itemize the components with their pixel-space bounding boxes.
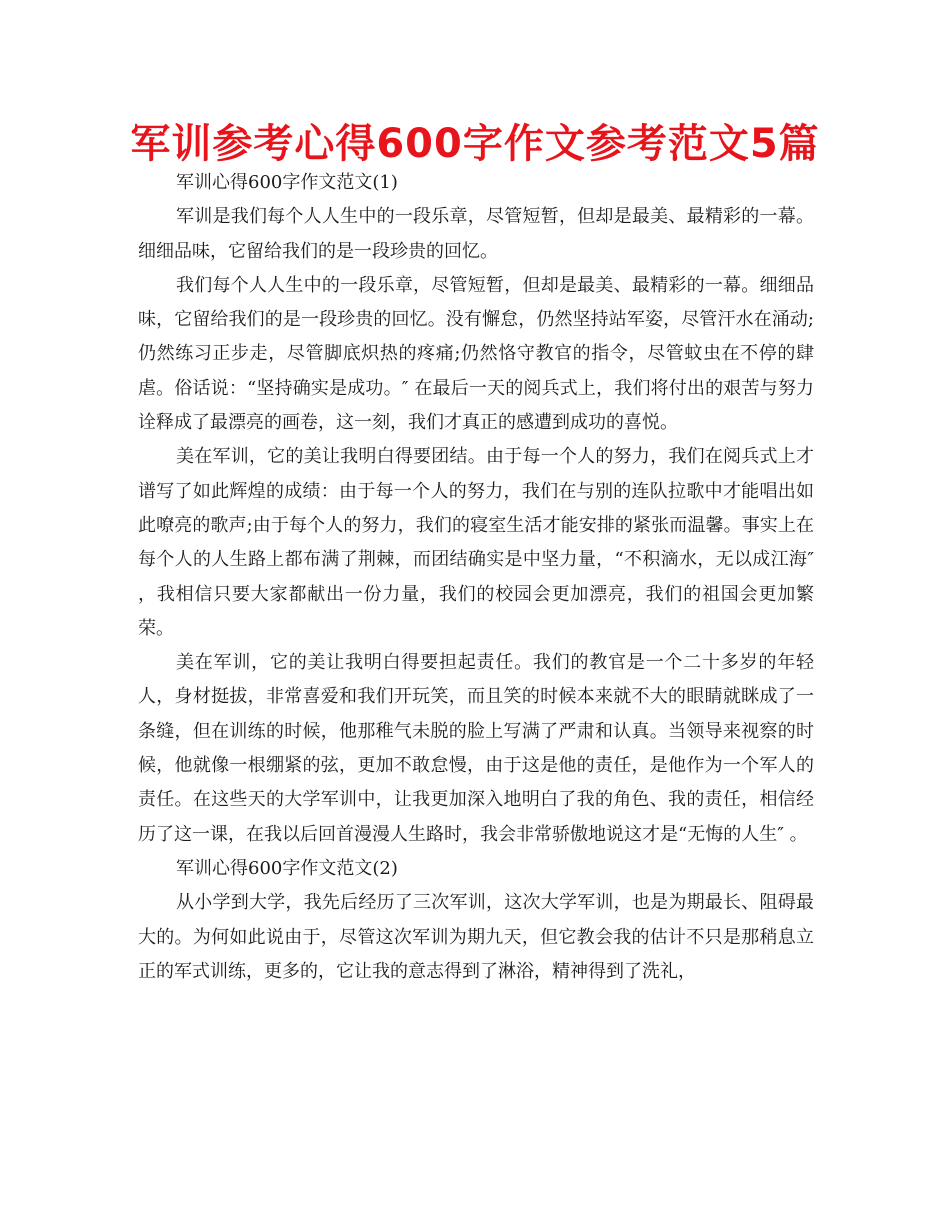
document-body <box>138 166 814 989</box>
section-heading-1: 军训心得600字作文范文(1) <box>176 172 398 193</box>
paragraph: 美在军训，它的美让我明白得要团结。由于每一个人的努力，我们在阅兵式上才谱写了如此辉煌的成绩：由于每一个人的努力，我们在与别的连队拉歌中才能唱出如此嘹亮的歌声;由于每个人的努力，我们的寝室生活才能安排的紧张而温馨。事实上在每个人的人生路上都布满了荆棘，而团结确实是中坚力量，“不积滴水，无以成江海″ ，我相信只要大家都献出一份力量，我们的校园会更加漂亮，我们的祖国会更加繁荣。 <box>138 446 814 639</box>
paragraph: 军训是我们每个人人生中的一段乐章，尽管短暂，但却是最美、最精彩的一幕。细细品味，它留给我们的是一段珍贵的回忆。 <box>138 206 814 262</box>
section-heading-2: 军训心得600字作文范文(2) <box>176 857 398 879</box>
paragraph: 我们每个人人生中的一段乐章，尽管短暂，但却是最美、最精彩的一幕。细细品味，它留给我们的是一段珍贵的回忆。没有懈怠，仍然坚持站军姿，尽管汗水在涌动;仍然练习正步走，尽管脚底炽热的疼痛;仍然恪守教官的指令，尽管蚊虫在不停的肆虐。俗话说：“坚持确实是成功。″ 在最后一天的阅兵式上，我们将付出的艰苦与努力诠释成了最漂亮的画卷，这一刻，我们才真正的感遭到成功的喜悦。 <box>138 274 814 434</box>
document-title: 军训参考心得600字作文参考范文5篇 <box>130 121 820 167</box>
paragraph: 美在军训，它的美让我明白得要担起责任。我们的教官是一个二十多岁的年轻人，身材挺拔，非常喜爱和我们开玩笑，而且笑的时候本来就不大的眼睛就眯成了一条缝，但在训练的时候，他那稚气未脱的脸上写满了严肃和认真。当领导来视察的时候，他就像一根绷紧的弦，更加不敢怠慢，由于这是他的责任，是他作为一个军人的责任。在这些天的大学军训中，让我更加深入地明白了我的角色、我的责任，相信经历了这一课，在我以后回首漫漫人生路时，我会非常骄傲地说这才是“无悔的人生″ 。 <box>138 652 814 845</box>
paragraph: 从小学到大学，我先后经历了三次军训，这次大学军训，也是为期最长、阻碍最大的。为何如此说由于，尽管这次军训为期九天，但它教会我的估计不只是那稍息立正的军式训练，更多的，它让我的意志得到了淋浴，精神得到了洗礼， <box>138 892 814 982</box>
